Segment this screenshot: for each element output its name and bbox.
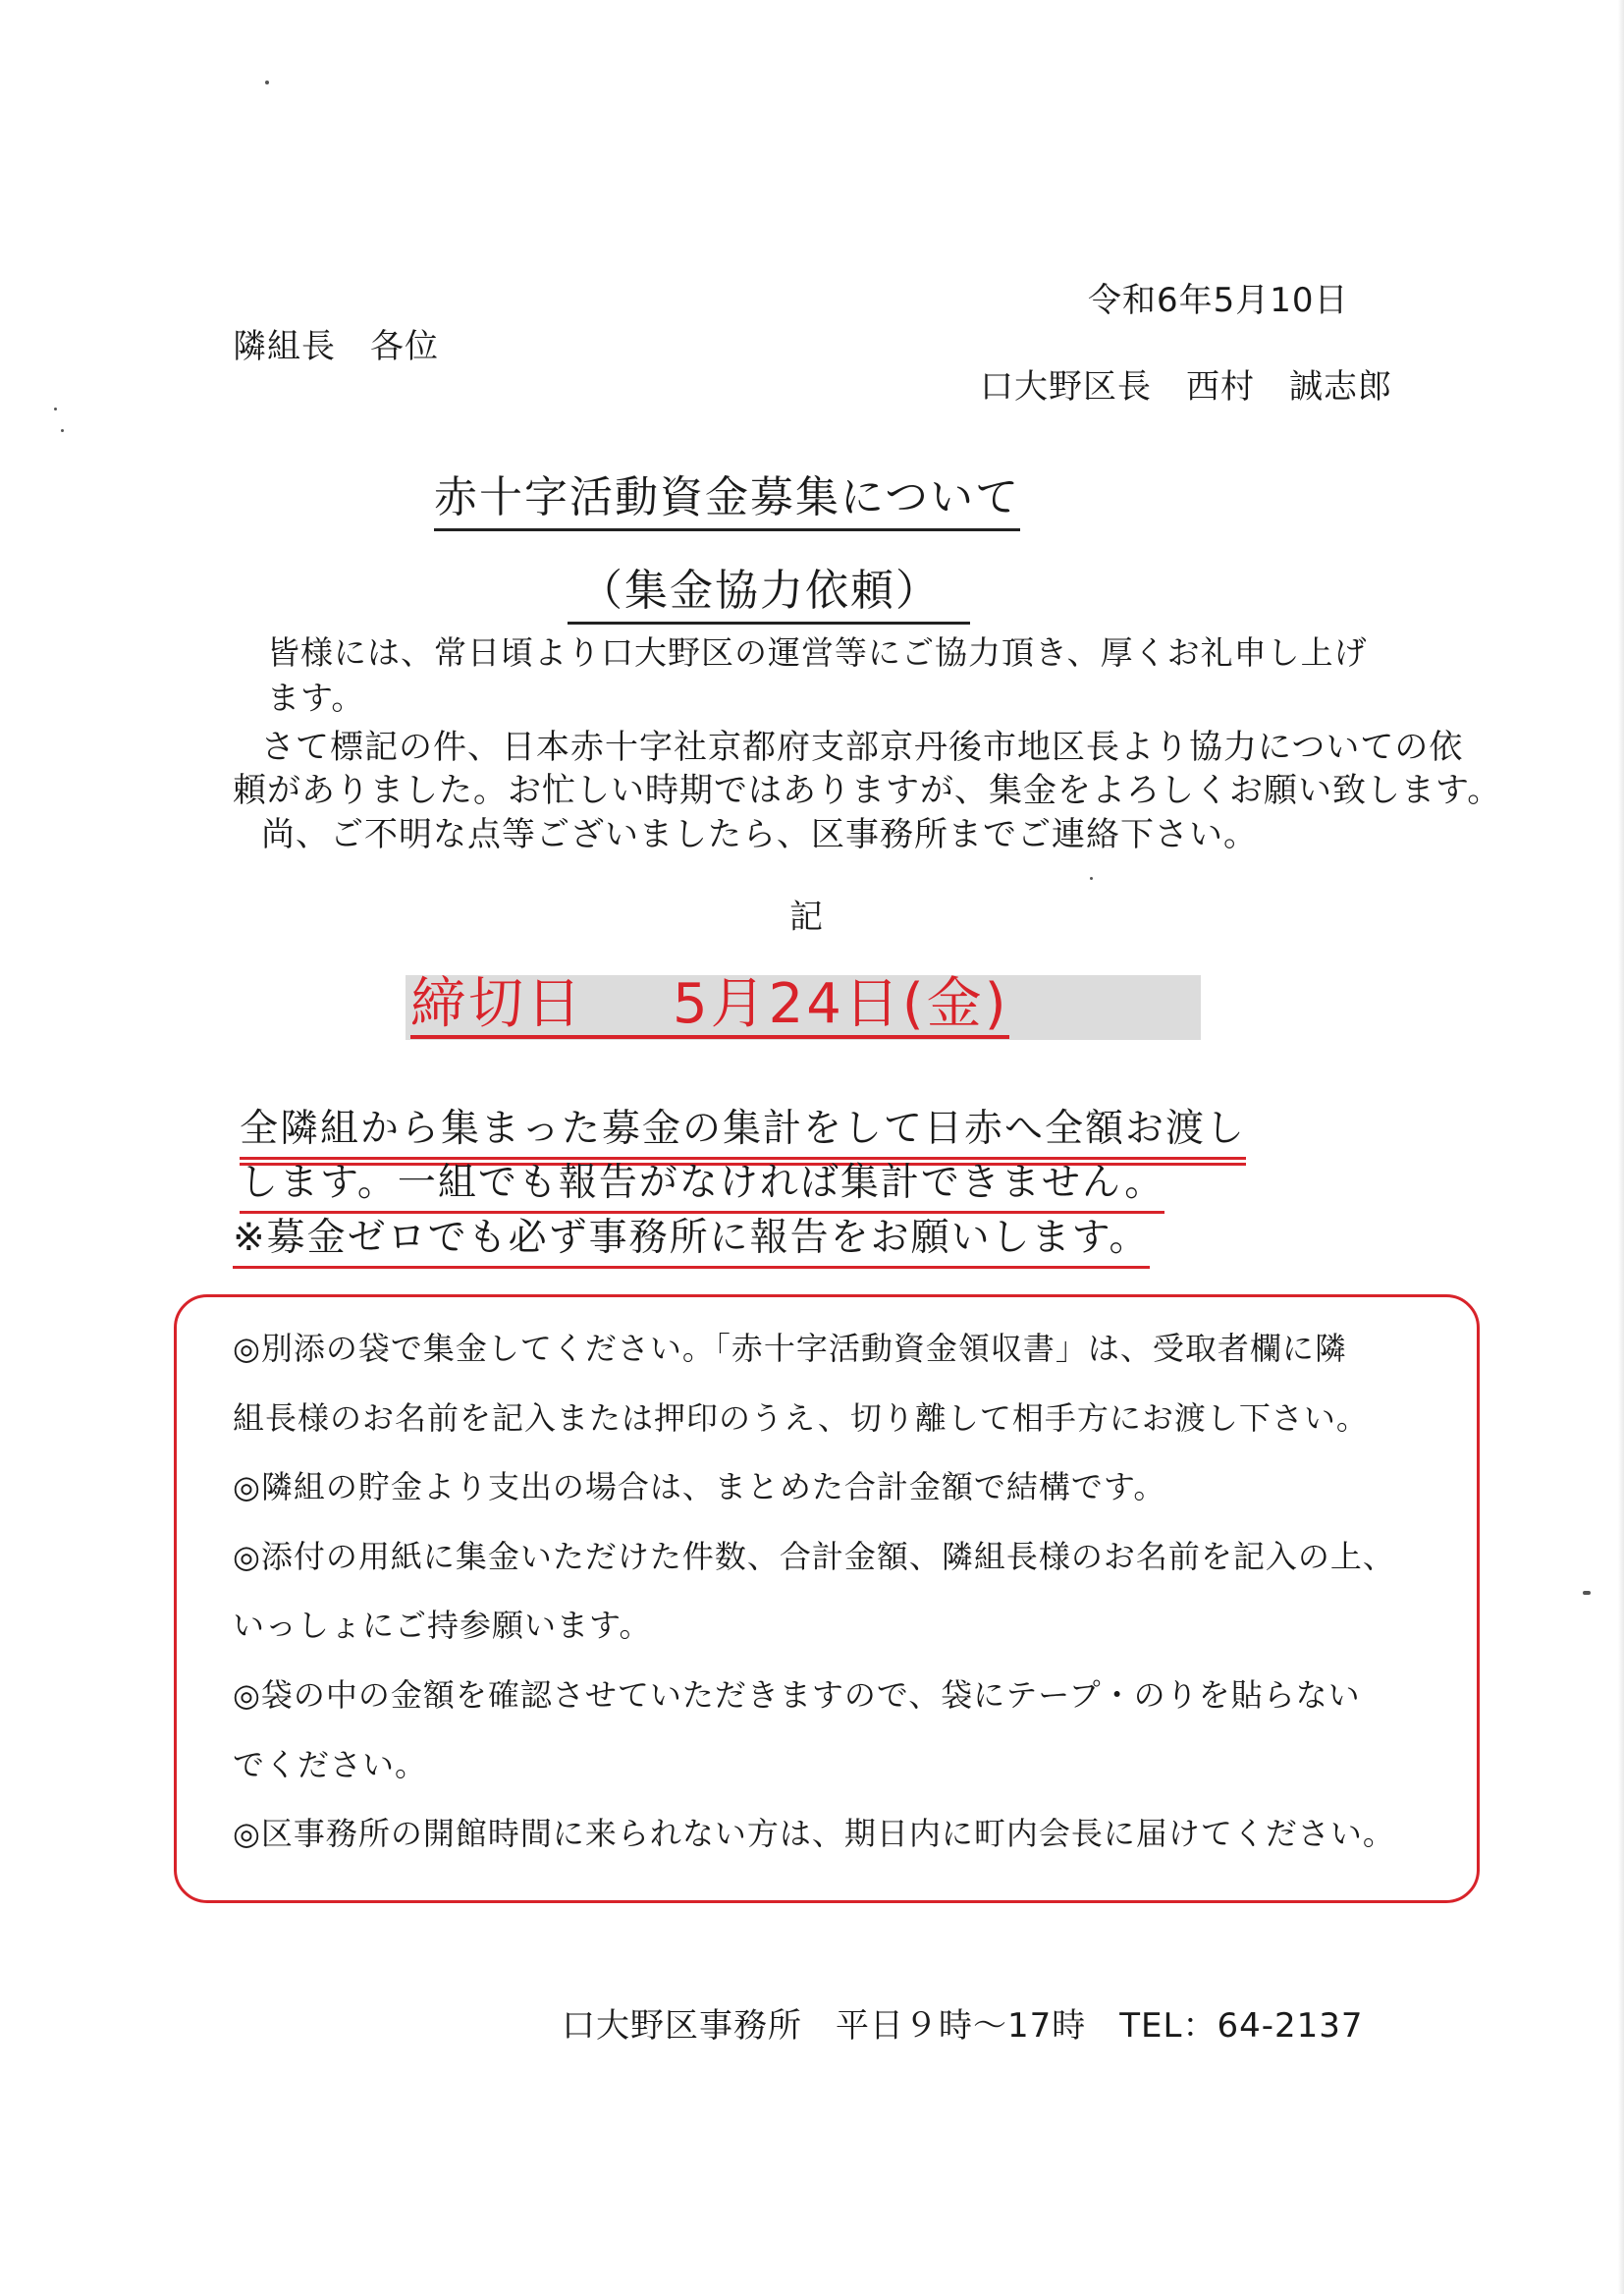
body-paragraph-3: 尚、ご不明な点等ございましたら、区事務所までご連絡下さい。: [261, 815, 1258, 854]
footer-office: 口大野区事務所: [562, 2006, 802, 2046]
emphasis-line-1: [240, 1106, 1246, 1160]
scan-speck: [1583, 1591, 1591, 1595]
recipient: 隣組長 各位: [233, 327, 439, 366]
notice-line-8: ◎区事務所の開館時間に来られない方は、期日内に町内会長に届けてください。: [233, 1815, 1395, 1852]
sender: 口大野区長 西村 誠志郎: [980, 367, 1392, 407]
scan-speck: [54, 408, 57, 410]
emphasis-line-2: [240, 1160, 1164, 1214]
scan-speck: [265, 81, 269, 84]
emphasis-line-2-text: します。一組でも報告がなければ集計できません。: [240, 1161, 1165, 1205]
scan-speck: [1090, 877, 1093, 880]
emphasis-line-3-text: ※募金ゼロでも必ず事務所に報告をお願いします。: [233, 1216, 1150, 1260]
footer-tel: TEL：64-2137: [1119, 2006, 1364, 2046]
deadline-banner: [410, 974, 1009, 1039]
notice-line-7: でください。: [233, 1746, 428, 1783]
deadline-date: 5月24日(金): [673, 972, 1009, 1036]
notice-line-3: ◎隣組の貯金より支出の場合は、まとめた合計金額で結構です。: [233, 1468, 1166, 1505]
notice-line-5: いっしょにご持参願います。: [233, 1607, 652, 1644]
footer-hours: 平日９時～17時: [836, 2006, 1087, 2046]
body-paragraph-2-line-2: 頼がありました。お忙しい時期ではありますが、集金をよろしくお願い致します。: [233, 771, 1502, 810]
document-date: 令和6年5月10日: [1088, 281, 1349, 320]
notice-line-1: ◎別添の袋で集金してください。「赤十字活動資金領収書」は、受取者欄に隣: [233, 1330, 1347, 1367]
scan-edge-shadow: [1618, 0, 1624, 2294]
ki-mark: 記: [789, 898, 824, 937]
page-title: 赤十字活動資金募集について: [434, 462, 1020, 531]
emphasis-line-1-text: 全隣組から集まった募金の集計をして日赤へ全額お渡し: [240, 1107, 1247, 1151]
body-paragraph-2-line-1: さて標記の件、日本赤十字社京都府支部京丹後市地区長より協力についての依: [261, 728, 1464, 767]
body-paragraph-1: 皆様には、常日頃より口大野区の運営等にご協力頂き、厚くお礼申し上げます。: [267, 633, 1368, 717]
notice-line-2: 組長様のお名前を記入または押印のうえ、切り離して相手方にお渡し下さい。: [233, 1399, 1369, 1437]
notice-line-6: ◎袋の中の金額を確認させていただきますので、袋にテープ・のりを貼らない: [233, 1676, 1361, 1714]
scan-speck: [61, 429, 64, 432]
footer-contact: [562, 1998, 1364, 2047]
notice-line-4: ◎添付の用紙に集金いただけた件数、合計金額、隣組長様のお名前を記入の上、: [233, 1538, 1395, 1575]
deadline-label: 締切日: [410, 972, 584, 1036]
page-subtitle: （集金協力依頼）: [568, 555, 970, 625]
emphasis-line-3: [233, 1215, 1150, 1269]
